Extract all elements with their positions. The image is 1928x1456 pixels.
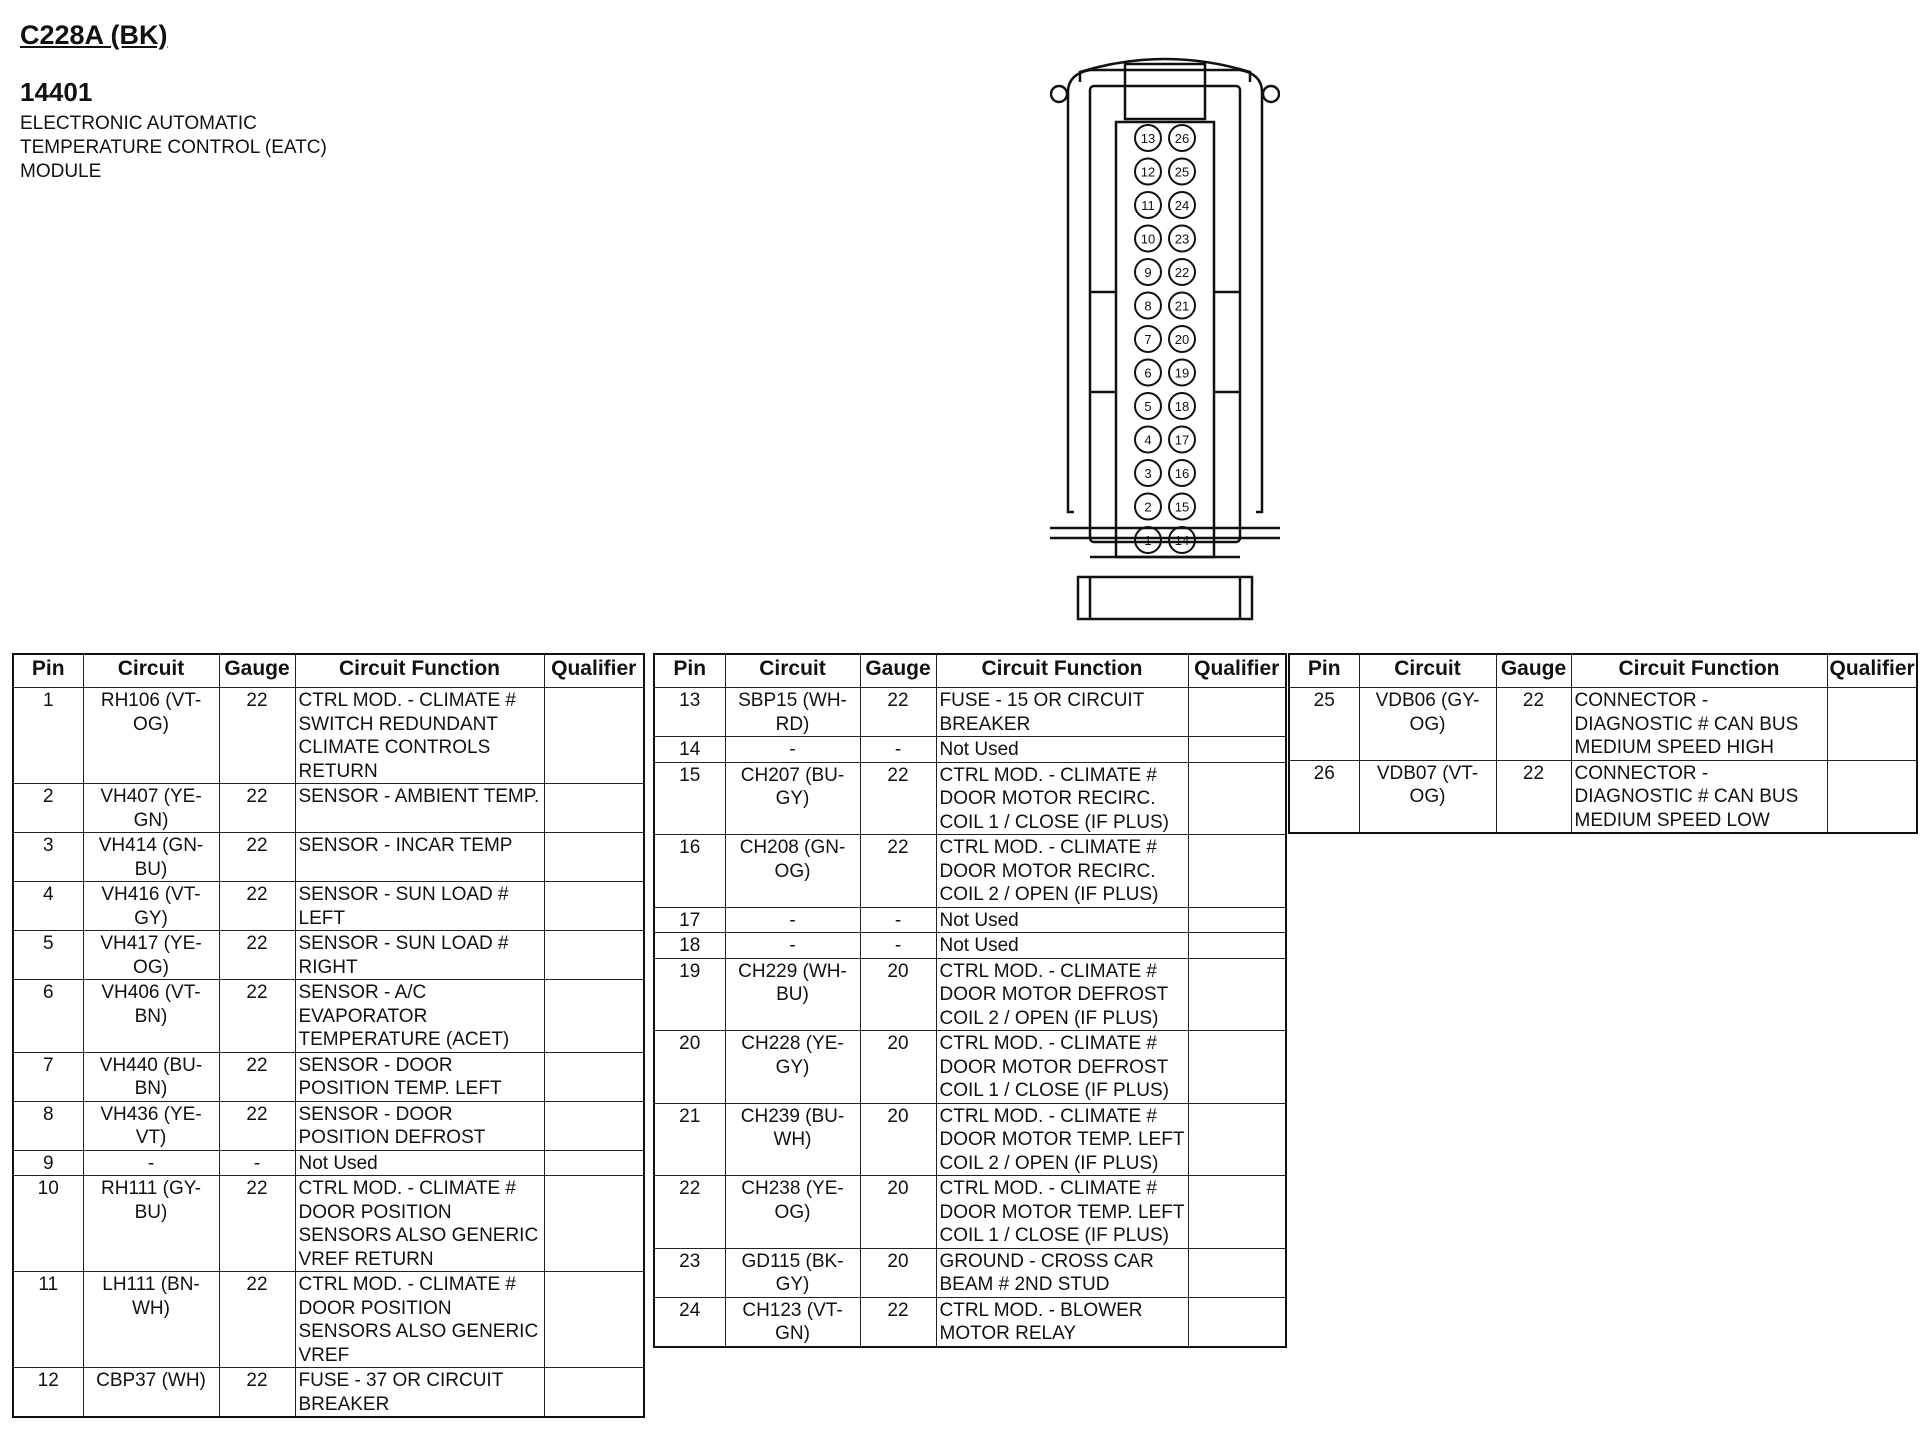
gauge-cell: 20: [860, 1031, 936, 1104]
table-row: [654, 1031, 1286, 1104]
pin-cell: 18: [654, 933, 725, 959]
description-line: MODULE: [20, 161, 102, 182]
circuit-cell: CH123 (VT-GN): [725, 1297, 860, 1347]
table-row: [654, 958, 1286, 1031]
gauge-cell: 22: [219, 980, 295, 1053]
qualifier-cell: [1188, 762, 1286, 835]
connector-id: C228A (BK): [20, 20, 168, 50]
column-header-circuit: Circuit: [725, 654, 860, 688]
pin-cell: 4: [13, 882, 83, 931]
function-cell: CTRL MOD. - CLIMATE # DOOR MOTOR RECIRC. COIL 2 / OPEN (IF PLUS): [936, 835, 1188, 908]
pin-number-label: 11: [1141, 198, 1155, 213]
pin-cell: 8: [13, 1101, 83, 1150]
pin-number-label: 4: [1144, 432, 1152, 448]
column-header-pin: Pin: [1289, 654, 1359, 688]
pin-number-label: 24: [1174, 198, 1190, 213]
pin-cell: 1: [13, 688, 83, 784]
function-cell: CTRL MOD. - CLIMATE # DOOR POSITION SENSORS ALSO GENERIC VREF: [295, 1272, 544, 1368]
circuit-cell: VDB07 (VT-OG): [1359, 760, 1496, 833]
qualifier-cell: [1188, 1103, 1286, 1176]
module-description: [20, 112, 327, 184]
table-row: [1289, 760, 1917, 833]
pin-cell: 6: [13, 980, 83, 1053]
pin-number-label: 26: [1174, 131, 1190, 146]
qualifier-cell: [1827, 760, 1917, 833]
pin-number-label: 12: [1140, 164, 1156, 180]
description-line: TEMPERATURE CONTROL (EATC): [20, 137, 327, 158]
table-row: [13, 1101, 644, 1150]
gauge-cell: -: [860, 907, 936, 933]
circuit-cell: VH440 (BU-BN): [83, 1052, 219, 1101]
qualifier-cell: [1188, 737, 1286, 763]
function-cell: Not Used: [295, 1150, 544, 1176]
circuit-cell: CH238 (YE-OG): [725, 1176, 860, 1249]
qualifier-cell: [544, 1101, 644, 1150]
latch-ear-left: [1051, 86, 1067, 102]
gauge-cell: -: [860, 737, 936, 763]
pin-cell: 24: [654, 1297, 725, 1347]
pin-cell: 5: [13, 931, 83, 980]
pin-cell: 21: [654, 1103, 725, 1176]
table-row: [13, 1176, 644, 1272]
gauge-cell: 22: [219, 688, 295, 784]
pin-number-label: 22: [1174, 265, 1190, 280]
pin-cell: 15: [654, 762, 725, 835]
function-cell: FUSE - 15 OR CIRCUIT BREAKER: [936, 688, 1188, 737]
circuit-cell: VH417 (YE-OG): [83, 931, 219, 980]
pin-cell: 16: [654, 835, 725, 908]
housing-top-rim: [1068, 70, 1262, 92]
table-row: [13, 980, 644, 1053]
column-header-gauge: Gauge: [860, 654, 936, 688]
column-header-function: Circuit Function: [936, 654, 1188, 688]
circuit-cell: VH406 (VT-BN): [83, 980, 219, 1053]
pin-number-label: 2: [1144, 499, 1152, 515]
pin-number-label: 20: [1174, 332, 1190, 347]
gauge-cell: 20: [860, 1248, 936, 1297]
circuit-cell: VH416 (VT-GY): [83, 882, 219, 931]
gauge-cell: 22: [860, 688, 936, 737]
table-row: [13, 1272, 644, 1368]
pin-number-label: 5: [1144, 399, 1152, 414]
pin-cell: 10: [13, 1176, 83, 1272]
gauge-cell: 22: [1496, 760, 1571, 833]
pin-cell: 14: [654, 737, 725, 763]
gauge-cell: 22: [860, 762, 936, 835]
table-row: [654, 1176, 1286, 1249]
pin-number-label: 19: [1174, 365, 1190, 381]
qualifier-cell: [1188, 1031, 1286, 1104]
pinout-table-3: [1288, 653, 1918, 834]
pin-number-label: 1: [1144, 533, 1152, 548]
table-row: [654, 1297, 1286, 1347]
pinout-table-2: [653, 653, 1287, 1348]
function-cell: CTRL MOD. - CLIMATE # DOOR POSITION SENSORS ALSO GENERIC VREF RETURN: [295, 1176, 544, 1272]
circuit-cell: RH106 (VT-OG): [83, 688, 219, 784]
table-row: [654, 1248, 1286, 1297]
circuit-cell: CH207 (BU-GY): [725, 762, 860, 835]
qualifier-cell: [1188, 1176, 1286, 1249]
gauge-cell: 22: [860, 835, 936, 908]
column-header-pin: Pin: [13, 654, 83, 688]
function-cell: SENSOR - DOOR POSITION TEMP. LEFT: [295, 1052, 544, 1101]
pin-number-label: 8: [1144, 298, 1152, 314]
qualifier-cell: [1188, 1248, 1286, 1297]
pin-number-label: 17: [1174, 432, 1190, 448]
qualifier-cell: [544, 931, 644, 980]
qualifier-cell: [544, 980, 644, 1053]
qualifier-cell: [1188, 835, 1286, 908]
table-row: [654, 907, 1286, 933]
circuit-cell: CH228 (YE-GY): [725, 1031, 860, 1104]
gauge-cell: 20: [860, 1176, 936, 1249]
gauge-cell: 22: [219, 931, 295, 980]
circuit-cell: GD115 (BK-GY): [725, 1248, 860, 1297]
function-cell: CTRL MOD. - CLIMATE # DOOR MOTOR RECIRC. COIL 1 / CLOSE (IF PLUS): [936, 762, 1188, 835]
function-cell: Not Used: [936, 907, 1188, 933]
qualifier-cell: [544, 833, 644, 882]
function-cell: SENSOR - INCAR TEMP: [295, 833, 544, 882]
pin-number-label: 14: [1174, 533, 1190, 548]
function-cell: SENSOR - A/C EVAPORATOR TEMPERATURE (ACET): [295, 980, 544, 1053]
qualifier-cell: [1188, 933, 1286, 959]
circuit-cell: SBP15 (WH-RD): [725, 688, 860, 737]
table-row: [13, 833, 644, 882]
column-header-function: Circuit Function: [1571, 654, 1827, 688]
qualifier-cell: [544, 1272, 644, 1368]
mounting-tab: [1050, 528, 1280, 538]
function-cell: CONNECTOR - DIAGNOSTIC # CAN BUS MEDIUM SPEED LOW: [1571, 760, 1827, 833]
housing-outline: [1068, 92, 1262, 512]
circuit-cell: -: [725, 907, 860, 933]
gauge-cell: 22: [219, 833, 295, 882]
qualifier-cell: [544, 688, 644, 784]
gauge-cell: 22: [219, 882, 295, 931]
table-row: [13, 784, 644, 833]
page-header: [20, 20, 327, 184]
gauge-cell: 22: [219, 784, 295, 833]
function-cell: CTRL MOD. - CLIMATE # SWITCH REDUNDANT CLIMATE CONTROLS RETURN: [295, 688, 544, 784]
part-number: 14401: [20, 77, 93, 107]
pin-cell: 11: [13, 1272, 83, 1368]
pin-number-label: 18: [1174, 399, 1190, 414]
function-cell: SENSOR - AMBIENT TEMP.: [295, 784, 544, 833]
table-row: [13, 688, 644, 784]
gauge-cell: 20: [860, 958, 936, 1031]
table-row: [654, 688, 1286, 737]
circuit-cell: CH229 (WH-BU): [725, 958, 860, 1031]
pin-number-label: 7: [1144, 332, 1152, 347]
function-cell: CTRL MOD. - CLIMATE # DOOR MOTOR DEFROST COIL 2 / OPEN (IF PLUS): [936, 958, 1188, 1031]
pin-number-label: 9: [1144, 265, 1152, 280]
bottom-lock: [1078, 577, 1252, 619]
pin-cell: 19: [654, 958, 725, 1031]
gauge-cell: 22: [219, 1101, 295, 1150]
circuit-cell: VH436 (YE-VT): [83, 1101, 219, 1150]
circuit-cell: VDB06 (GY-OG): [1359, 688, 1496, 761]
table-row: [13, 1368, 644, 1418]
function-cell: CTRL MOD. - CLIMATE # DOOR MOTOR DEFROST COIL 1 / CLOSE (IF PLUS): [936, 1031, 1188, 1104]
gauge-cell: 22: [860, 1297, 936, 1347]
top-key: [1125, 64, 1205, 119]
connector-face-diagram: [1050, 52, 1280, 622]
qualifier-cell: [544, 1052, 644, 1101]
table-row: [654, 1103, 1286, 1176]
qualifier-cell: [1188, 1297, 1286, 1347]
pin-cell: 7: [13, 1052, 83, 1101]
gauge-cell: 22: [219, 1368, 295, 1418]
pin-cell: 9: [13, 1150, 83, 1176]
pin-cell: 25: [1289, 688, 1359, 761]
column-header-gauge: Gauge: [219, 654, 295, 688]
column-header-circuit: Circuit: [1359, 654, 1496, 688]
circuit-cell: VH414 (GN-BU): [83, 833, 219, 882]
pin-number-label: 15: [1174, 499, 1190, 515]
gauge-cell: -: [860, 933, 936, 959]
pin-cavity-frame: [1116, 122, 1214, 557]
pin-number-label: 23: [1174, 231, 1190, 247]
gauge-cell: -: [219, 1150, 295, 1176]
function-cell: CTRL MOD. - CLIMATE # DOOR MOTOR TEMP. LEFT COIL 1 / CLOSE (IF PLUS): [936, 1176, 1188, 1249]
pin-cell: 17: [654, 907, 725, 933]
qualifier-cell: [544, 1150, 644, 1176]
description-line: ELECTRONIC AUTOMATIC: [20, 113, 257, 134]
circuit-cell: CH208 (GN-OG): [725, 835, 860, 908]
pin-number-label: 25: [1174, 164, 1190, 180]
function-cell: Not Used: [936, 737, 1188, 763]
pin-cell: 12: [13, 1368, 83, 1418]
circuit-cell: CBP37 (WH): [83, 1368, 219, 1418]
qualifier-cell: [1827, 688, 1917, 761]
function-cell: GROUND - CROSS CAR BEAM # 2ND STUD: [936, 1248, 1188, 1297]
table-row: [13, 882, 644, 931]
column-header-qualifier: Qualifier: [544, 654, 644, 688]
table-row: [1289, 688, 1917, 761]
pin-cell: 2: [13, 784, 83, 833]
pinout-table-1: [12, 653, 645, 1418]
circuit-cell: RH111 (GY-BU): [83, 1176, 219, 1272]
qualifier-cell: [1188, 958, 1286, 1031]
gauge-cell: 22: [219, 1052, 295, 1101]
housing-inner: [1090, 86, 1240, 542]
table-row: [13, 931, 644, 980]
function-cell: CONNECTOR - DIAGNOSTIC # CAN BUS MEDIUM SPEED HIGH: [1571, 688, 1827, 761]
gauge-cell: 22: [219, 1176, 295, 1272]
pin-cell: 20: [654, 1031, 725, 1104]
qualifier-cell: [544, 784, 644, 833]
qualifier-cell: [544, 882, 644, 931]
pin-number-label: 21: [1174, 298, 1190, 314]
table-row: [654, 933, 1286, 959]
pin-cell: 23: [654, 1248, 725, 1297]
table-row: [13, 1052, 644, 1101]
qualifier-cell: [1188, 688, 1286, 737]
column-header-gauge: Gauge: [1496, 654, 1571, 688]
pin-cell: 22: [654, 1176, 725, 1249]
column-header-qualifier: Qualifier: [1188, 654, 1286, 688]
function-cell: Not Used: [936, 933, 1188, 959]
column-header-qualifier: Qualifier: [1827, 654, 1917, 688]
gauge-cell: 22: [219, 1272, 295, 1368]
pin-cell: 26: [1289, 760, 1359, 833]
pin-number-label: 3: [1144, 466, 1152, 481]
circuit-cell: -: [83, 1150, 219, 1176]
pin-cell: 3: [13, 833, 83, 882]
pin-number-label: 10: [1140, 231, 1156, 247]
gauge-cell: 20: [860, 1103, 936, 1176]
latch-ear-right: [1263, 86, 1279, 102]
column-header-pin: Pin: [654, 654, 725, 688]
function-cell: SENSOR - DOOR POSITION DEFROST: [295, 1101, 544, 1150]
table-row: [654, 737, 1286, 763]
circuit-cell: -: [725, 933, 860, 959]
pin-number-label: 16: [1174, 466, 1190, 481]
function-cell: CTRL MOD. - BLOWER MOTOR RELAY: [936, 1297, 1188, 1347]
circuit-cell: LH111 (BN-WH): [83, 1272, 219, 1368]
function-cell: FUSE - 37 OR CIRCUIT BREAKER: [295, 1368, 544, 1418]
table-row: [13, 1150, 644, 1176]
pin-number-label: 6: [1144, 365, 1152, 381]
circuit-cell: -: [725, 737, 860, 763]
table-row: [654, 835, 1286, 908]
qualifier-cell: [1188, 907, 1286, 933]
table-row: [654, 762, 1286, 835]
function-cell: SENSOR - SUN LOAD # RIGHT: [295, 931, 544, 980]
function-cell: SENSOR - SUN LOAD # LEFT: [295, 882, 544, 931]
qualifier-cell: [544, 1368, 644, 1418]
circuit-cell: CH239 (BU-WH): [725, 1103, 860, 1176]
qualifier-cell: [544, 1176, 644, 1272]
column-header-function: Circuit Function: [295, 654, 544, 688]
pin-number-label: 13: [1140, 131, 1156, 146]
pin-cell: 13: [654, 688, 725, 737]
gauge-cell: 22: [1496, 688, 1571, 761]
column-header-circuit: Circuit: [83, 654, 219, 688]
circuit-cell: VH407 (YE-GN): [83, 784, 219, 833]
function-cell: CTRL MOD. - CLIMATE # DOOR MOTOR TEMP. LEFT COIL 2 / OPEN (IF PLUS): [936, 1103, 1188, 1176]
